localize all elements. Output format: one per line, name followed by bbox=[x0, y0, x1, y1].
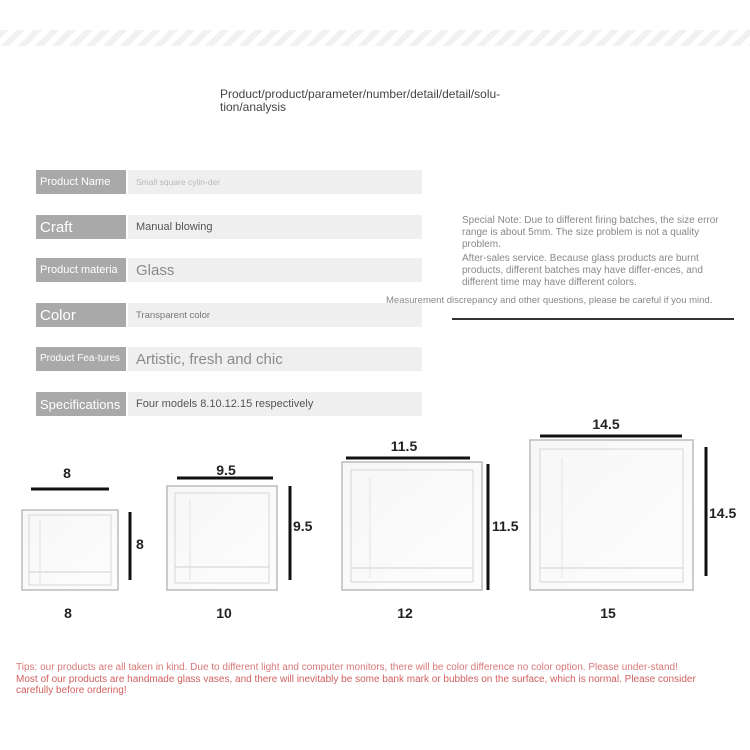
spec-label: Product Name bbox=[36, 170, 126, 194]
spec-label: Craft bbox=[36, 215, 126, 239]
model-label: 15 bbox=[600, 605, 616, 621]
height-label: 14.5 bbox=[709, 505, 737, 521]
width-label: 14.5 bbox=[592, 416, 620, 432]
width-label: 8 bbox=[63, 465, 71, 481]
spec-label: Specifications bbox=[36, 392, 126, 416]
glass-cube-10 bbox=[167, 486, 277, 590]
spec-label: Product materia bbox=[36, 258, 126, 282]
spec-value: Small square cylin-der bbox=[128, 170, 422, 194]
height-label: 11.5 bbox=[492, 518, 519, 534]
special-note-text: Special Note: Due to different firing batches, the size error range is about 5mm. The size problem is not a quality problem. bbox=[462, 215, 719, 250]
model-label: 12 bbox=[397, 605, 413, 621]
spec-value: Transparent color bbox=[128, 303, 422, 327]
after-sales-text: After-sales service. Because glass products are burnt products, different batches may have differ-ences, and different time may have different colors. bbox=[462, 253, 703, 288]
height-label: 9.5 bbox=[293, 518, 313, 534]
spec-label: Product Fea-tures bbox=[36, 347, 126, 371]
height-label: 8 bbox=[136, 536, 144, 552]
glass-cube-8 bbox=[22, 510, 118, 590]
width-label: 9.5 bbox=[216, 462, 236, 478]
spec-value: Manual blowing bbox=[128, 215, 422, 239]
tip-color-difference: Tips: our products are all taken in kind. Due to different light and computer monitors, there will be color difference no color option. Please under-stand! bbox=[16, 662, 678, 673]
tip-handmade-notice: Most of our products are handmade glass vases, and there will inevitably be some bank mark or bubbles on the surface, which is normal. Please consider carefully before ordering! bbox=[16, 673, 696, 696]
glass-cube-15 bbox=[530, 440, 693, 590]
page-title: Product/product/parameter/number/detail/detail/solu-tion/analysis bbox=[220, 87, 501, 114]
spec-value: Four models 8.10.12.15 respectively bbox=[128, 392, 422, 416]
width-label: 11.5 bbox=[390, 438, 418, 454]
spec-value: Artistic, fresh and chic bbox=[128, 347, 422, 371]
tips bbox=[16, 662, 734, 697]
spec-label: Color bbox=[36, 303, 126, 327]
model-label: 8 bbox=[64, 605, 72, 621]
spec-value: Glass bbox=[128, 258, 422, 282]
glass-cube-12 bbox=[342, 462, 482, 590]
model-label: 10 bbox=[216, 605, 232, 621]
special-note-footer: Measurement discrepancy and other questions, please be careful if you mind. bbox=[386, 295, 713, 306]
